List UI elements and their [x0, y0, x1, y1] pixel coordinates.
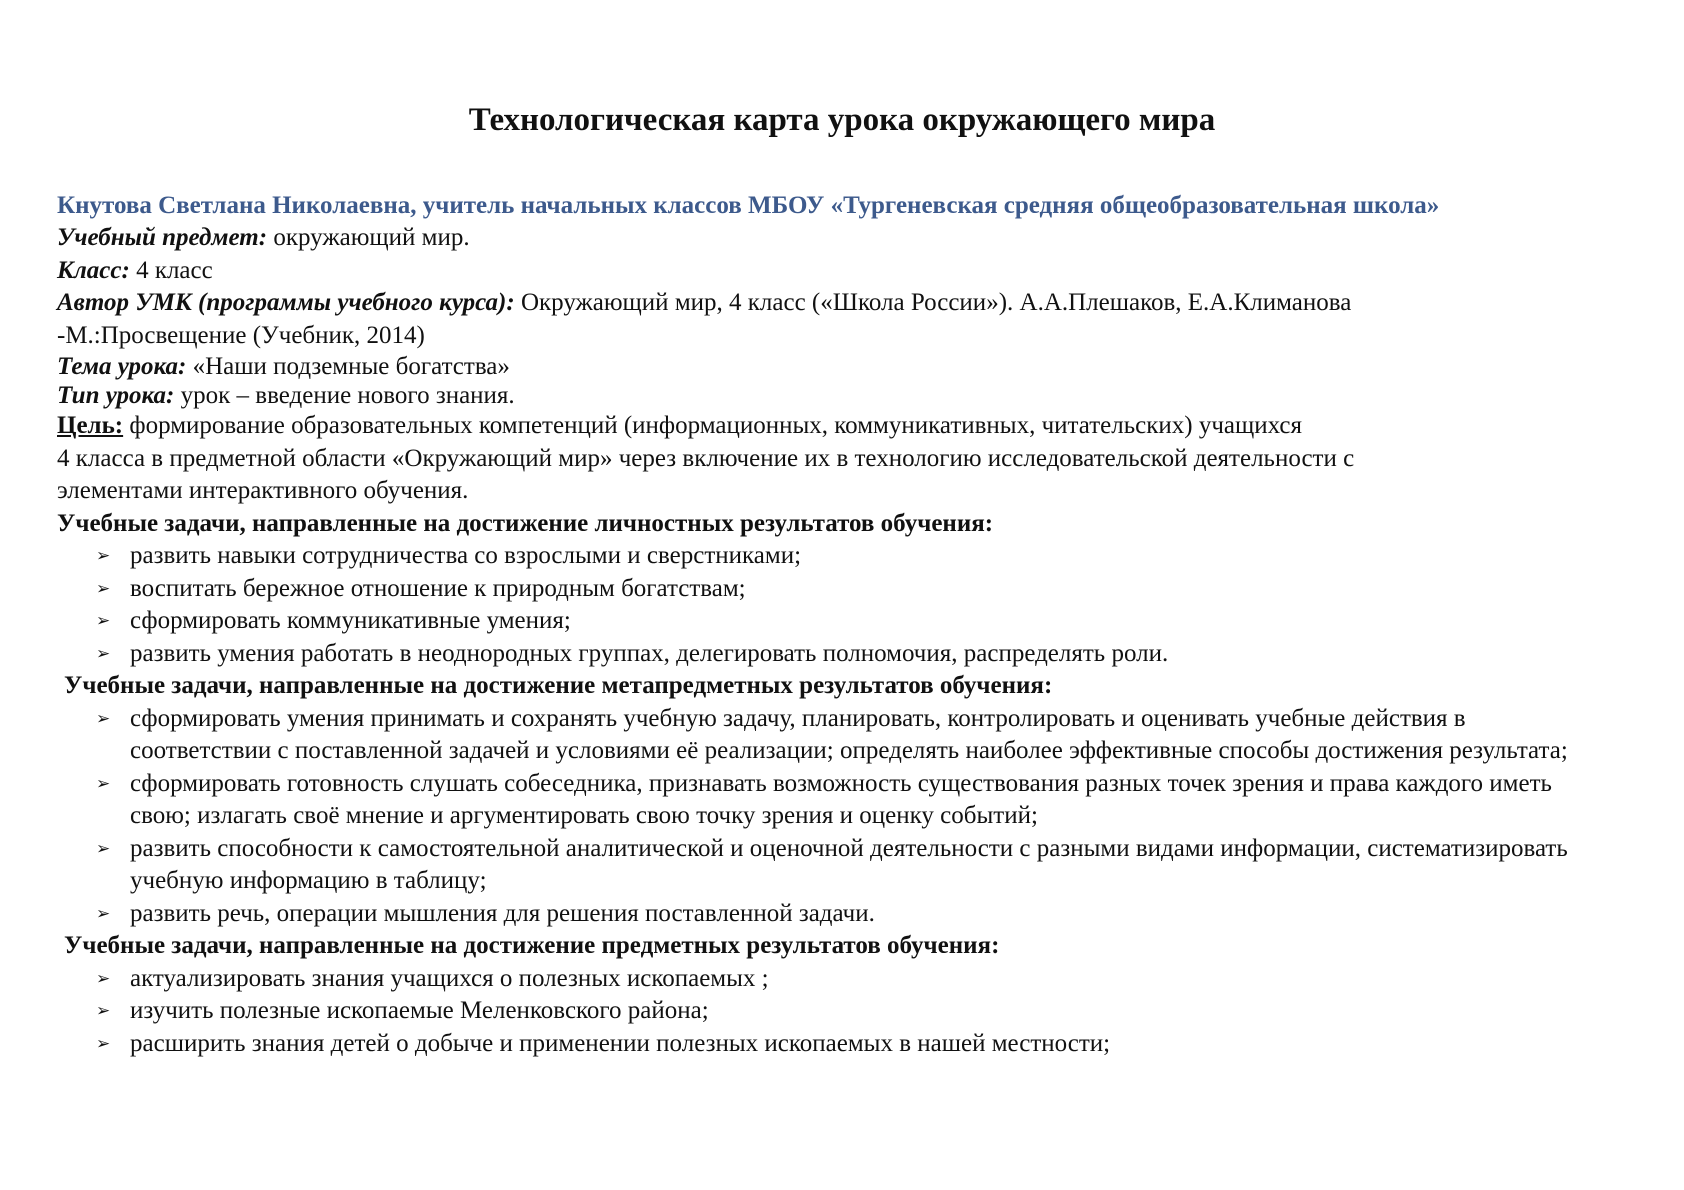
- list-item: ➢ воспитать бережное отношение к природным богатствам;: [96, 573, 1597, 606]
- list-item: ➢ сформировать коммуникативные умения;: [96, 605, 1597, 638]
- goal-line-2: 4 класса в предметной области «Окружающий мир» через включение их в технологию исследовательской деятельности с: [57, 444, 1355, 472]
- list-item: ➢ сформировать умения принимать и сохранять учебную задачу, планировать, контролировать и оценивать учебные действия в соответствии с поставленной задачей и условиями её реализации; определять наиболее эффективные способы достижения результата;: [96, 704, 1568, 764]
- arrow-bullet-icon: ➢: [96, 968, 111, 989]
- grade-label: Класс:: [57, 256, 130, 284]
- list-item: ➢ развить речь, операции мышления для решения поставленной задачи.: [96, 898, 1597, 931]
- list-item: ➢ расширить знания детей о добыче и применении полезных ископаемых в нашей местности;: [96, 1028, 1597, 1061]
- list-item: ➢ изучить полезные ископаемые Меленковского района;: [96, 995, 1597, 1028]
- arrow-bullet-icon: ➢: [96, 611, 111, 631]
- goal-row: [57, 410, 1597, 443]
- goal-line-3: элементами интерактивного обучения.: [57, 477, 469, 504]
- lesson-type-label: Тип урока: [57, 382, 167, 409]
- grade-value: 4 класс: [129, 256, 213, 284]
- list-item: ➢ актуализировать знания учащихся о полезных ископаемых ;: [96, 963, 1597, 996]
- arrow-bullet-icon: ➢: [96, 773, 111, 794]
- arrow-bullet-icon: ➢: [96, 708, 111, 729]
- goal-label: Цель:: [57, 412, 124, 439]
- meta-results-list: [57, 703, 1597, 931]
- subject-label: Учебный предмет: [57, 224, 259, 251]
- umk-label: Автор УМК (программы учебного курса): [57, 289, 507, 316]
- subject-row: Учебный предмет: окружающий мир.: [57, 224, 470, 251]
- list-item: ➢ сформировать готовность слушать собеседника, признавать возможность существования разных точек зрения и права каждого иметь свою; излагать своё мнение и аргументировать свою точку зрения и оценку событий;: [96, 769, 1552, 829]
- lesson-type-value: урок – введение нового знания.: [174, 382, 515, 409]
- grade-row: [57, 255, 1597, 288]
- personal-results-heading: Учебные задачи, направленные на достижение личностных результатов обучения:: [57, 509, 994, 537]
- lesson-type-row: Тип урока: урок – введение нового знания.: [57, 382, 515, 409]
- arrow-bullet-icon: ➢: [96, 578, 111, 599]
- personal-results-list: [57, 540, 1597, 670]
- arrow-bullet-icon: ➢: [96, 1001, 111, 1021]
- umk-row-continued: -М.:Просвещение (Учебник, 2014): [57, 321, 425, 349]
- arrow-bullet-icon: ➢: [96, 838, 111, 859]
- arrow-bullet-icon: ➢: [96, 643, 111, 664]
- umk-value: Окружающий мир, 4 класс («Школа России»). А.А.Плешаков, Е.А.Климанова: [514, 289, 1352, 316]
- subject-results-list: [57, 963, 1597, 1061]
- document-body: [57, 190, 1597, 1060]
- umk-row: Автор УМК (программы учебного курса): Окружающий мир, 4 класс («Школа России»). А.А.Плешаков, Е.А.Климанова: [57, 289, 1352, 316]
- arrow-bullet-icon: ➢: [96, 546, 111, 566]
- list-item: ➢ развить навыки сотрудничества со взрослыми и сверстниками;: [96, 540, 1597, 573]
- arrow-bullet-icon: ➢: [96, 1033, 111, 1054]
- document-title: Технологическая карта урока окружающего мира: [468, 102, 1216, 138]
- list-item: ➢ развить умения работать в неоднородных группах, делегировать полномочия, распределять роли.: [96, 638, 1597, 671]
- topic-row: Тема урока: «Наши подземные богатства»: [57, 353, 510, 380]
- topic-label: Тема урока: [57, 353, 179, 380]
- topic-value: «Наши подземные богатства»: [186, 353, 510, 380]
- arrow-bullet-icon: ➢: [96, 903, 111, 924]
- list-item: ➢ развить способности к самостоятельной аналитической и оценочной деятельности с разными видами информации, систематизировать учебную информацию в таблицу;: [96, 834, 1568, 894]
- meta-results-heading: Учебные задачи, направленные на достижение метапредметных результатов обучения:: [64, 672, 1053, 699]
- subject-results-heading: Учебные задачи, направленные на достижение предметных результатов обучения:: [64, 932, 1000, 959]
- subject-value: окружающий мир.: [267, 224, 470, 251]
- author-line: Кнутова Светлана Николаевна, учитель начальных классов МБОУ «Тургеневская средняя общеобразовательная школа»: [57, 192, 1440, 219]
- goal-line-1: формирование образовательных компетенций (информационных, коммуникативных, читательских) учащихся: [123, 412, 1303, 439]
